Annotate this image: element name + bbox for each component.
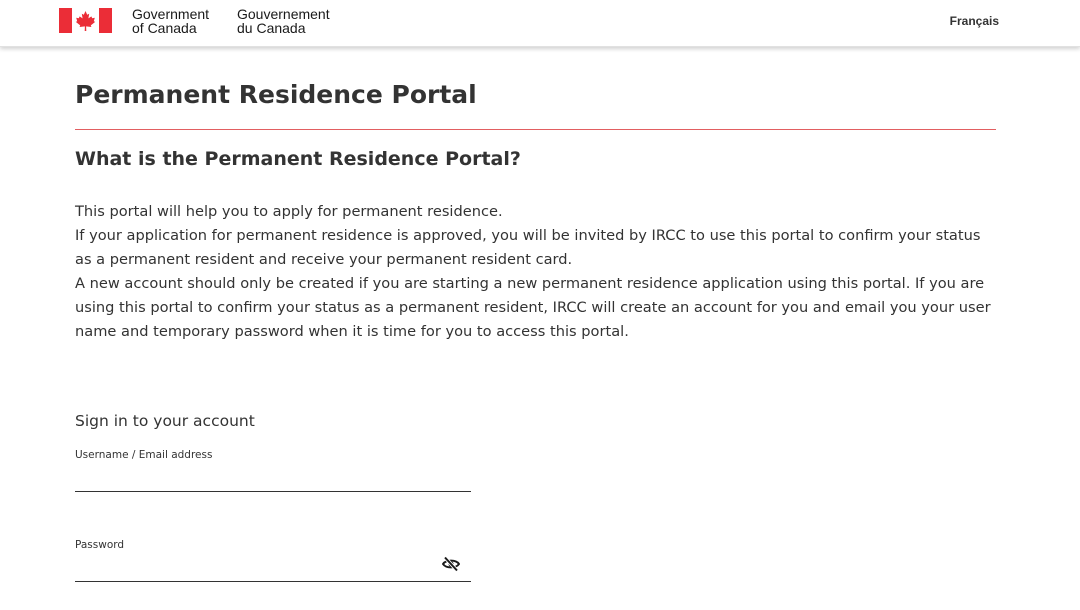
username-label: Username / Email address	[75, 449, 213, 461]
eye-slash-icon[interactable]	[442, 556, 460, 572]
intro-paragraph: This portal will help you to apply for permanent residence.	[75, 203, 503, 220]
title-divider	[75, 129, 996, 130]
gov-signature-en	[132, 7, 209, 35]
intro-paragraph: A new account should only be created if you are starting a new permanent residence application using this portal. If you are using this portal to confirm your status as a permanent resident, IRCC will create an account for you and email you your user name and temporary password when it is time for you to access this portal.	[75, 275, 991, 340]
signature-en-line-2: of Canada	[132, 20, 197, 36]
page-title: Permanent Residence Portal	[75, 80, 477, 109]
intro-text	[75, 200, 1000, 344]
password-input[interactable]	[75, 555, 471, 582]
site-header	[0, 0, 1080, 47]
section-title: What is the Permanent Residence Portal?	[75, 148, 521, 170]
password-label: Password	[75, 539, 125, 551]
intro-paragraph: If your application for permanent residence is approved, you will be invited by IRCC to use this portal to confirm your status as a permanent resident and receive your permanent resident card.	[75, 227, 981, 268]
canada-flag-icon	[59, 8, 112, 33]
language-toggle-link[interactable]: Français	[949, 14, 999, 28]
gov-signature-fr	[237, 7, 330, 35]
signin-title: Sign in to your account	[75, 412, 255, 430]
signature-en-line-1: Government	[132, 6, 210, 22]
signature-fr-line-2: du Canada	[237, 20, 306, 36]
username-input[interactable]	[75, 465, 471, 492]
signature-fr-line-1: Gouvernement	[237, 6, 330, 22]
